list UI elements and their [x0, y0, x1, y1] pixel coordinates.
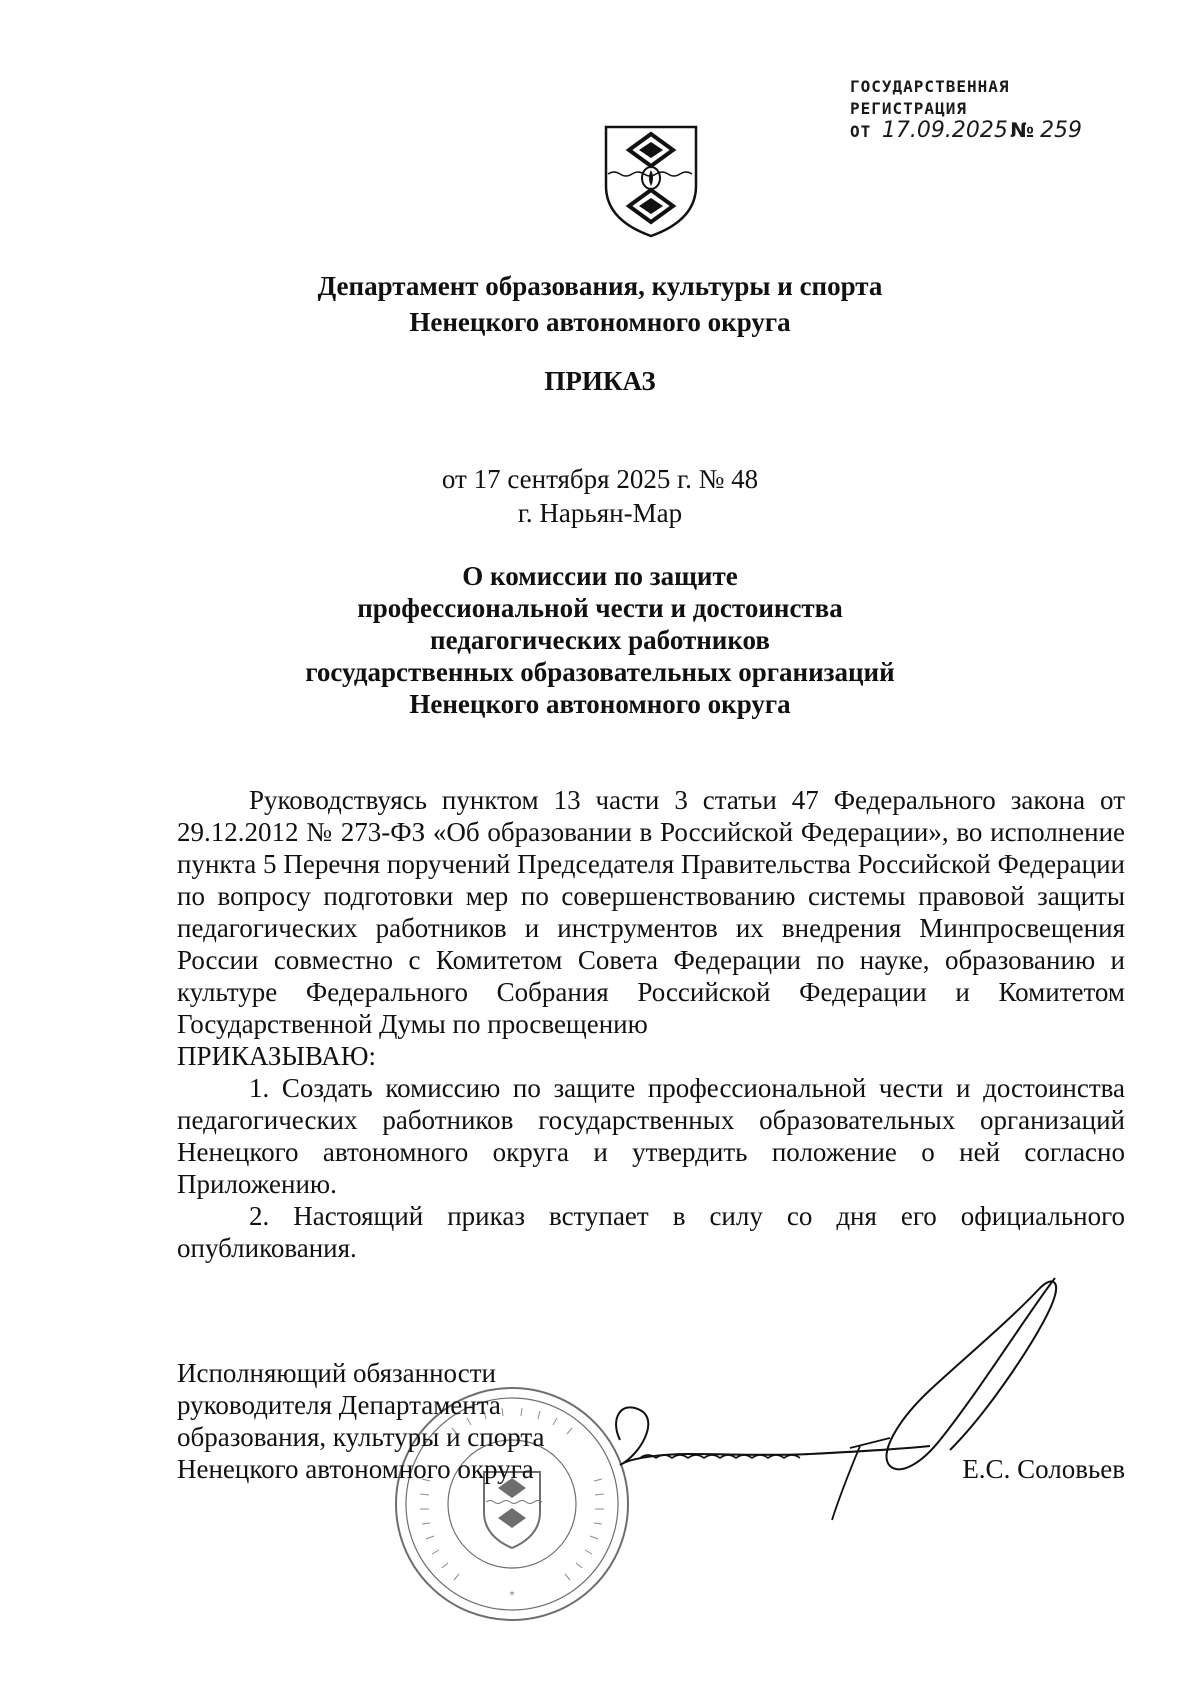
registration-number-sign: № — [1010, 118, 1035, 142]
handwritten-signature-icon — [600, 1270, 1070, 1530]
registration-from-label: ОТ — [850, 122, 872, 141]
signer-position-line1: Исполняющий обязанности — [177, 1358, 496, 1388]
registration-stamp — [850, 76, 1010, 143]
department-line2: Ненецкого автономного округа — [409, 307, 791, 337]
order-place: г. Нарьян-Мар — [517, 498, 683, 528]
nao-coat-of-arms-icon — [603, 124, 699, 240]
department-header — [0, 268, 1200, 340]
subject-line2: профессиональной чести и достоинства — [357, 593, 843, 623]
date-place-block — [0, 462, 1200, 530]
order-subject — [0, 560, 1200, 720]
preamble-paragraph: Руководствуясь пунктом 13 части 3 статьи 47 Федерального закона от 29.12.2012 № 273-ФЗ «Об образовании в Российской Федерации», во исполнение пункта 5 Перечня поручений Председателя Правительства Российской Федерации по вопросу подготовки мер по совершенствованию системы правовой защиты педагогических работников и инструментов их внедрения Минпросвещения России совместно с Комитетом Совета Федерации по науке, образованию и культуре Федерального Собрания Российской Федерации и Комитетом Государственной Думы по просвещению — [177, 785, 1125, 1039]
signer-position-line2: руководителя Департамента — [177, 1390, 501, 1420]
signer-name: Е.С. Соловьев — [962, 1454, 1125, 1484]
order-item-2: 2. Настоящий приказ вступает в силу со дня его официального опубликования. — [177, 1201, 1125, 1263]
subject-line5: Ненецкого автономного округа — [409, 689, 791, 719]
subject-line1: О комиссии по защите — [462, 561, 738, 591]
registration-line2: РЕГИСТРАЦИЯ — [850, 99, 967, 118]
department-line1: Департамент образования, культуры и спорта — [317, 271, 883, 301]
registration-line1: ГОСУДАРСТВЕННАЯ — [850, 77, 1010, 96]
signer-position-line4: Ненецкого автономного округа — [177, 1454, 534, 1484]
order-date-number: от 17 сентября 2025 г. № 48 — [441, 464, 759, 494]
signature-block — [177, 1357, 544, 1485]
registration-number — [1010, 118, 1082, 143]
svg-text:*: * — [509, 1590, 515, 1601]
order-item-1: 1. Создать комиссию по защите профессиональной чести и достоинства педагогических работников государственных образовательных организаций Ненецкого автономного округа и утвердить положение о ней согласно Приложению. — [177, 1073, 1125, 1199]
order-body — [177, 784, 1125, 1264]
registration-date: 17.09.2025 — [881, 118, 1008, 143]
subject-line4: государственных образовательных организаций — [305, 657, 895, 687]
order-word: ПРИКАЗЫВАЮ: — [177, 1041, 376, 1071]
signer-position-line3: образования, культуры и спорта — [177, 1422, 545, 1452]
registration-date-row — [850, 120, 1010, 143]
registration-number-value: 259 — [1040, 118, 1083, 143]
subject-line3: педагогических работников — [430, 625, 770, 655]
document-type: ПРИКАЗ — [544, 366, 656, 396]
